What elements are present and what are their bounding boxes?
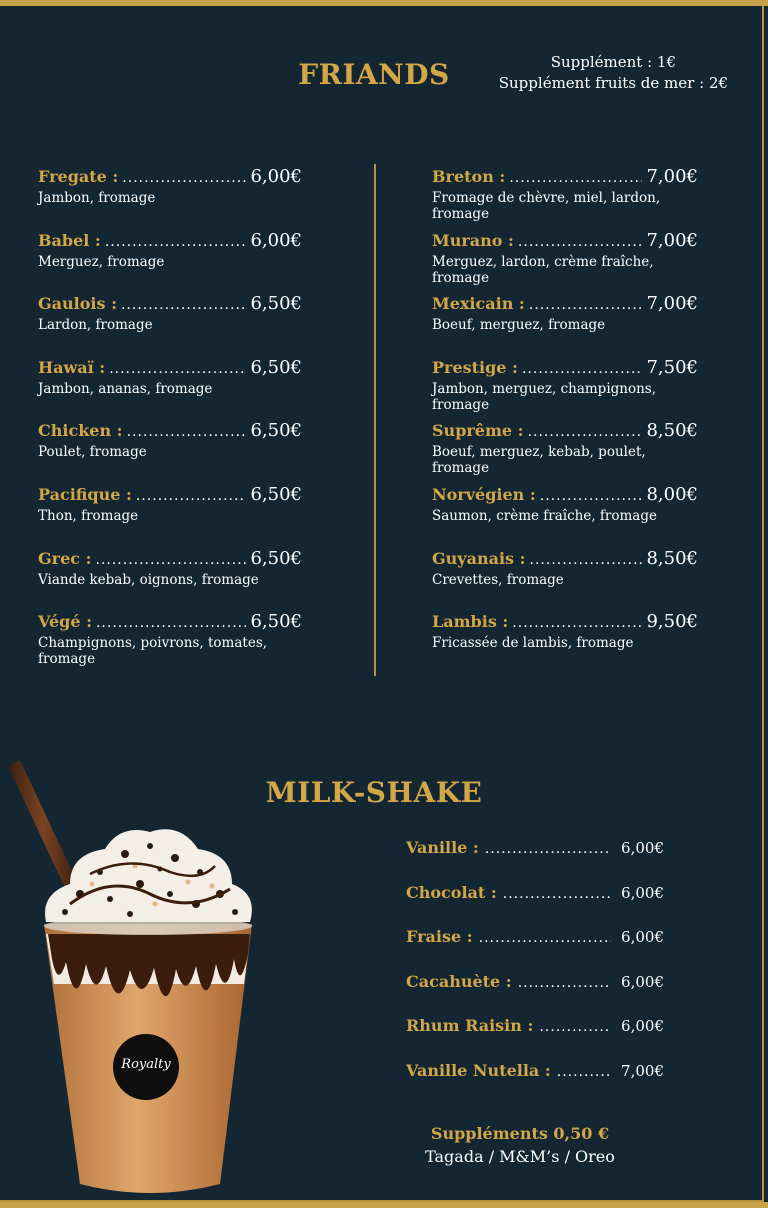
dot-leader — [529, 297, 643, 313]
friands-title: FRIANDS — [298, 58, 450, 91]
dot-leader — [122, 170, 246, 186]
dot-leader — [509, 170, 642, 186]
milkshake-list — [406, 838, 664, 1106]
item-name: Prestige : — [432, 357, 518, 377]
milkshake-item — [406, 972, 664, 1017]
dot-leader — [557, 1064, 611, 1080]
dot-leader — [105, 234, 247, 250]
milkshake-item — [406, 1016, 664, 1061]
menu-item — [38, 293, 302, 357]
dot-leader — [479, 930, 611, 946]
item-name: Pacifique : — [38, 484, 132, 504]
item-description: Jambon, ananas, fromage — [38, 380, 213, 397]
item-name: Hawaï : — [38, 357, 106, 377]
milkshake-item — [406, 1061, 664, 1106]
dot-leader — [503, 886, 611, 902]
dot-leader — [522, 361, 643, 377]
item-name: Rhum Raisin : — [406, 1016, 534, 1036]
item-price: 6,00€ — [250, 229, 302, 251]
milkshake-item — [406, 927, 664, 972]
milkshake-supplements — [420, 1124, 620, 1166]
item-price: 6,50€ — [250, 356, 302, 378]
menu-item — [432, 230, 698, 294]
milkshake-item — [406, 883, 664, 928]
friands-right-column — [432, 166, 698, 675]
item-price: 7,00€ — [646, 229, 698, 251]
dot-leader — [528, 424, 643, 440]
item-description: Crevettes, fromage — [432, 571, 564, 588]
menu-item — [432, 484, 698, 548]
item-name: Murano : — [432, 230, 514, 250]
menu-item — [38, 357, 302, 421]
item-price: 6,00€ — [621, 883, 664, 902]
dot-leader — [109, 361, 246, 377]
item-name: Fregate : — [38, 167, 119, 186]
menu-item — [432, 420, 698, 484]
item-price: 6,50€ — [250, 420, 302, 442]
dot-leader — [485, 841, 611, 857]
milkshake-item — [406, 838, 664, 883]
item-price: 8,00€ — [646, 483, 698, 505]
item-price: 6,50€ — [250, 611, 302, 633]
milkshake-title: MILK-SHAKE — [265, 776, 483, 809]
item-price: 6,50€ — [250, 547, 302, 569]
menu-item — [432, 548, 698, 612]
item-description: Jambon, merguez, champignons, fromage — [432, 380, 657, 413]
item-name: Cacahuète : — [406, 971, 512, 991]
item-price: 7,00€ — [646, 293, 698, 315]
item-description: Champignons, poivrons, tomates, fromage — [38, 635, 268, 668]
item-name: Suprême : — [432, 421, 524, 441]
dot-leader — [127, 424, 247, 440]
menu-item — [38, 420, 302, 484]
item-description: Viande kebab, oignons, fromage — [38, 571, 259, 588]
item-name: Norvégien : — [432, 484, 536, 504]
item-price: 8,50€ — [646, 420, 698, 442]
item-name: Grec : — [38, 548, 92, 568]
item-name: Vanille Nutella : — [406, 1060, 551, 1080]
item-name: Babel : — [38, 230, 101, 250]
item-name: Fraise : — [406, 927, 473, 947]
item-price: 7,00€ — [621, 1061, 664, 1080]
item-name: Mexicain : — [432, 294, 525, 314]
dot-leader — [96, 615, 247, 631]
item-description: Fromage de chèvre, miel, lardon, fromage — [432, 190, 661, 222]
item-description: Merguez, lardon, crème fraîche, fromage — [432, 253, 654, 286]
menu-item — [38, 484, 302, 548]
friands-left-column — [38, 166, 302, 675]
dot-leader — [518, 234, 643, 250]
menu-item — [38, 166, 302, 230]
item-description: Poulet, fromage — [38, 444, 147, 461]
item-price: 7,50€ — [646, 356, 698, 378]
supplements-title: Suppléments 0,50 € — [430, 1124, 610, 1143]
menu-item — [38, 611, 302, 675]
supplement-seafood-line: Supplément fruits de mer : 2€ — [498, 74, 728, 92]
item-price: 7,00€ — [646, 166, 698, 187]
item-price: 6,50€ — [250, 293, 302, 315]
item-price: 6,00€ — [250, 166, 302, 187]
dot-leader — [539, 1019, 611, 1035]
item-name: Chicken : — [38, 421, 123, 441]
item-price: 6,00€ — [621, 1017, 664, 1036]
cup-logo-text: Royalty — [121, 1057, 171, 1072]
item-name: Breton : — [432, 167, 506, 186]
dot-leader — [512, 615, 642, 631]
item-description: Lardon, fromage — [38, 317, 153, 334]
item-description: Merguez, fromage — [38, 253, 165, 270]
item-price: 6,00€ — [621, 839, 664, 857]
dot-leader — [96, 552, 247, 568]
item-name: Chocolat : — [406, 882, 497, 902]
item-name: Lambis : — [432, 612, 509, 632]
item-price: 6,50€ — [250, 483, 302, 505]
item-name: Vanille : — [406, 838, 479, 857]
menu-item — [432, 357, 698, 421]
item-description: Boeuf, merguez, fromage — [432, 317, 606, 334]
menu-item — [38, 230, 302, 294]
menu-item — [432, 611, 698, 675]
dot-leader — [518, 975, 611, 991]
menu-item — [432, 293, 698, 357]
supplements-list: Tagada / M&M’s / Oreo — [425, 1147, 615, 1166]
item-price: 8,50€ — [646, 547, 698, 569]
dot-leader — [121, 297, 246, 313]
milkshake-illustration — [0, 754, 270, 1204]
item-description: Jambon, fromage — [38, 190, 156, 206]
supplement-line: Supplément : 1€ — [550, 53, 677, 71]
item-price: 6,00€ — [621, 972, 664, 991]
column-divider — [374, 164, 376, 676]
item-price: 6,00€ — [621, 928, 664, 947]
menu-item — [38, 548, 302, 612]
item-description: Thon, fromage — [38, 507, 139, 524]
item-price: 9,50€ — [646, 611, 698, 633]
item-name: Guyanais : — [432, 548, 526, 568]
item-name: Gaulois : — [38, 294, 117, 314]
item-name: Végé : — [38, 612, 92, 632]
menu-item — [432, 166, 698, 230]
dot-leader — [530, 552, 643, 568]
dot-leader — [136, 488, 247, 504]
friands-supplements — [499, 52, 728, 94]
item-description: Boeuf, merguez, kebab, poulet, fromage — [432, 444, 646, 477]
item-description: Saumon, crème fraîche, fromage — [432, 507, 657, 524]
item-description: Fricassée de lambis, fromage — [432, 635, 634, 652]
dot-leader — [540, 488, 643, 504]
